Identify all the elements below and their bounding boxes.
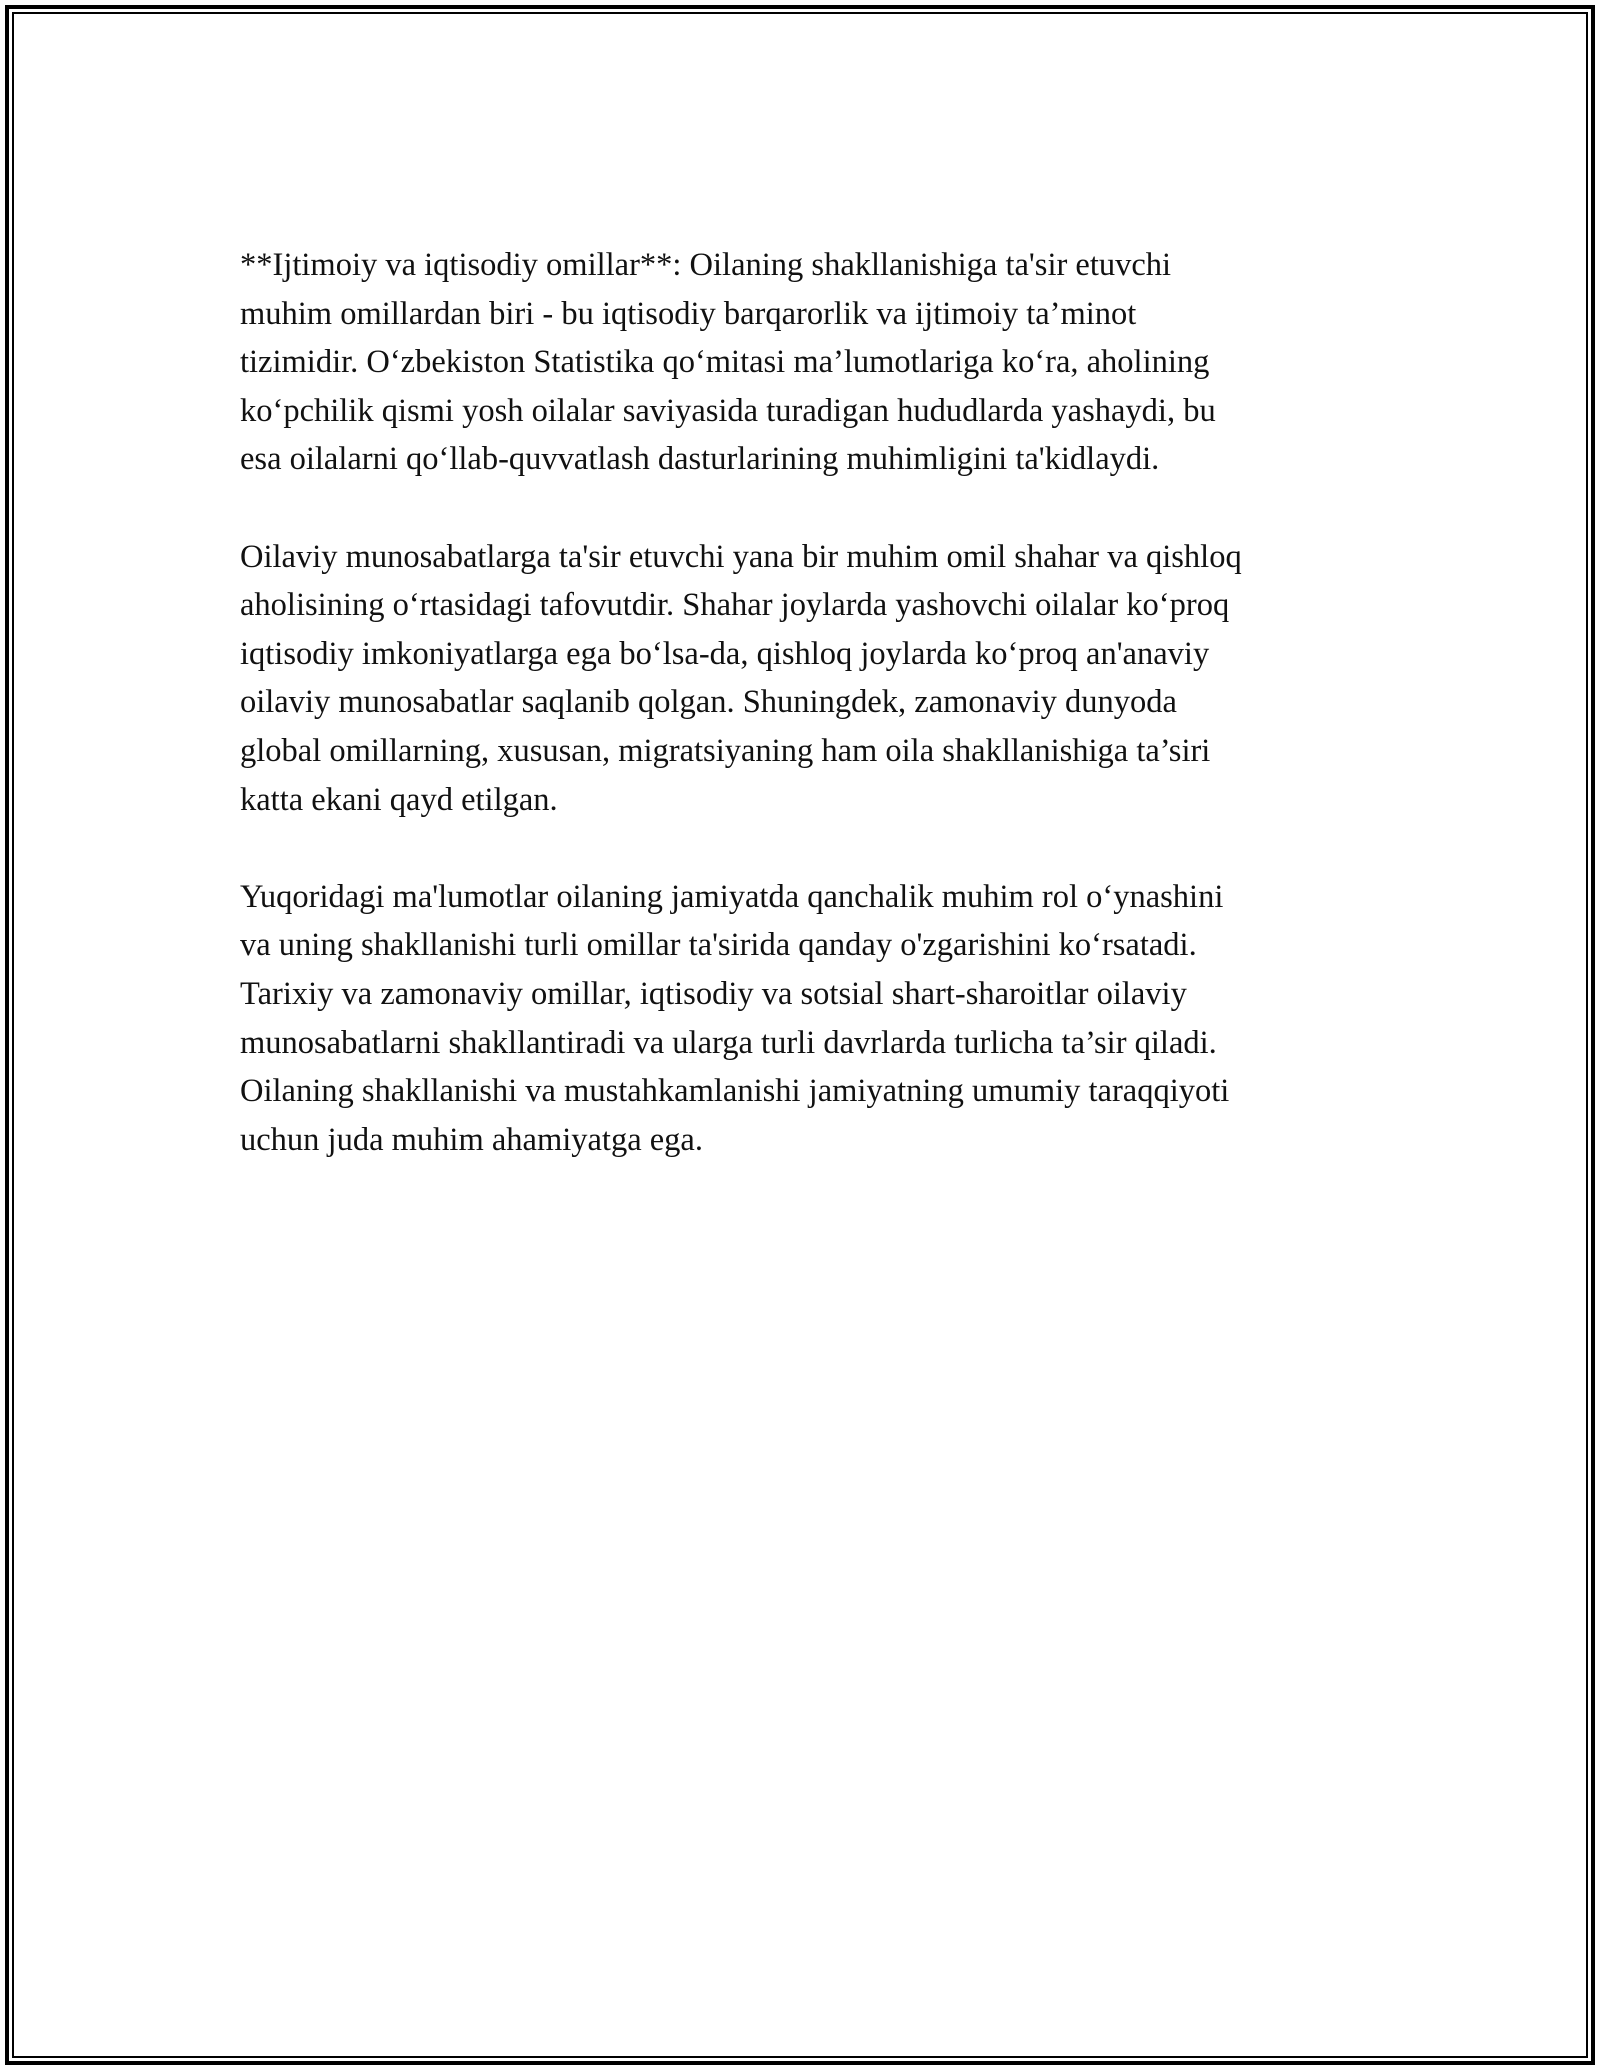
paragraph-social-economic-factors: **Ijtimoiy va iqtisodiy omillar**: Oilaning shakllanishiga ta'sir etuvchi muhim omillardan biri - bu iqtisodiy barqarorlik va ijtimoiy ta’minot tizimidir. O‘zbekiston Statistika qo‘mitasi ma’lumotlariga ko‘ra, aholining ko‘pchilik qismi yosh oilalar saviyasida turadigan hududlarda yashaydi, bu esa oilalarni qo‘llab-quvvatlash dasturlarining muhimligini ta'kidlaydi.	[240, 247, 1216, 478]
document-body	[240, 241, 1400, 1213]
paragraph-urban-rural-difference: Oilaviy munosabatlarga ta'sir etuvchi yana bir muhim omil shahar va qishloq aholisining o‘rtasidagi tafovutdir. Shahar joylarda yashovchi oilalar ko‘proq iqtisodiy imkoniyatlarga ega bo‘lsa-da, qishloq joylarda ko‘proq an'anaviy oilaviy munosabatlar saqlanib qolgan. Shuningdek, zamonaviy dunyoda global omillarning, xususan, migratsiyaning ham oila shakllanishiga ta’siri katta ekani qayd etilgan.	[240, 538, 1242, 818]
paragraph-conclusion: Yuqoridagi ma'lumotlar oilaning jamiyatda qanchalik muhim rol o‘ynashini va uning shakllanishi turli omillar ta'sirida qanday o'zgarishini ko‘rsatadi. Tarixiy va zamonaviy omillar, iqtisodiy va sotsial shart-sharoitlar oilaviy munosabatlarni shakllantiradi va ularga turli davrlarda turlicha ta’sir qiladi. Oilaning shakllanishi va mustahkamlanishi jamiyatning umumiy taraqqiyoti uchun juda muhim ahamiyatga ega.	[240, 878, 1230, 1158]
page-border	[5, 5, 1595, 2065]
